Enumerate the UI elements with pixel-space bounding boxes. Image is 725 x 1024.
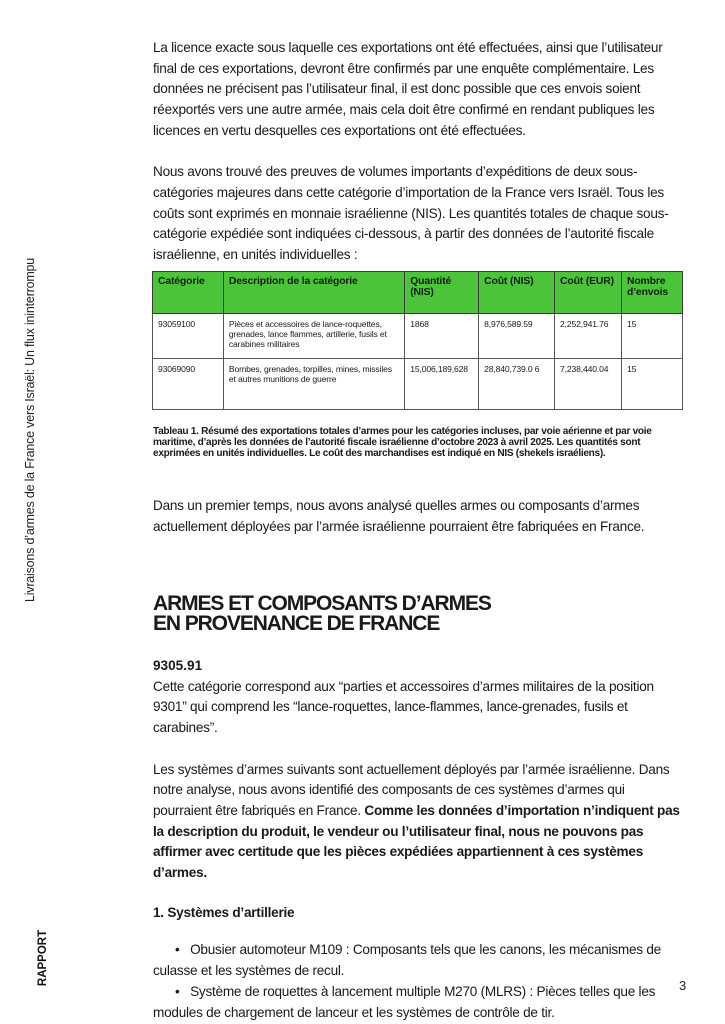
header-quantity: Quantité (NIS) — [405, 272, 479, 314]
table-row — [153, 359, 683, 410]
cell-shipments: 15 — [622, 314, 683, 359]
exports-table — [152, 271, 683, 410]
category-code: 9305.91 — [153, 658, 203, 673]
section-heading-line2: EN PROVENANCE DE FRANCE — [153, 612, 440, 635]
paragraph-license: La licence exacte sous laquelle ces exportations ont été effectuées, ainsi que l’utilisateur final de ces exportations, devront être confirmés par une enquête complémentaire. Les données ne précisent pas l’utilisateur final, il est donc possible que ces envois soient réexportés vers une autre armée, mais cela doit être confirmé en rendant publiques les licences en vertu desquelles ces exportations ont été effectuées. — [153, 40, 663, 138]
cell-cost-nis: 8,976,589.59 — [479, 314, 555, 359]
header-shipments: Nombre d’envois — [622, 272, 683, 314]
report-label: RAPPORT — [37, 929, 49, 987]
section-body — [153, 656, 685, 1023]
paragraph-analysis: Dans un premier temps, nous avons analysé quelles armes ou composants d’armes actuellement déployées par l’armée israélienne pourraient être fabriquées en France. — [153, 498, 645, 534]
cell-quantity: 15,006,189,628 — [405, 359, 479, 410]
cell-description: Bombes, grenades, torpilles, mines, missiles et autres munitions de guerre — [223, 359, 404, 410]
list-item-text: Obusier automoteur M109 : Composants tels que les canons, les mécanismes de culasse et les systèmes de recul. — [153, 942, 661, 979]
intro-text — [153, 38, 685, 266]
cell-description: Pièces et accessoires de lance-roquettes, grenades, lance flammes, artillerie, fusils et carabines militaires — [223, 314, 404, 359]
header-description: Description de la catégorie — [223, 272, 404, 314]
page-number: 3 — [679, 978, 687, 993]
systems-disclaimer: Comme les données d’importation n’indiquent pas la description du produit, le vendeur ou l’utilisateur final, nous ne pouvons pas affirmer avec certitude que les pièces expédiées appartiennent à ces systèmes d’armes. — [153, 802, 680, 881]
paragraph-systems — [153, 760, 685, 884]
cell-cost-eur: 7,238,440.04 — [555, 359, 622, 410]
cell-quantity: 1868 — [405, 314, 479, 359]
header-cost-eur: Coût (EUR) — [555, 272, 622, 314]
bullet-icon: • — [175, 942, 180, 958]
section-heading-line1: ARMES ET COMPOSANTS D’ARMES — [153, 592, 491, 615]
systems-list — [153, 940, 685, 1023]
header-category: Catégorie — [153, 272, 224, 314]
paragraph-category: Cette catégorie correspond aux “parties et accessoires d’armes militaires de la position 9301” qui comprend les “lance-roquettes, lance-flammes, lance-grenades, fusils et carabines”. — [153, 678, 654, 736]
paragraph-evidence: Nous avons trouvé des preuves de volumes importants d’expéditions de deux sous-catégories majeures dans cette catégorie d’importation de la France vers Israël. Tous les coûts sont exprimés en monnaie israélienne (NIS). Les quantités totales de chaque sous-catégorie expédiée sont indiquées ci-dessous, à partir des données de l’autorité fiscale israélienne, en unités individuelles : — [153, 164, 669, 263]
cell-cost-nis: 28,840,739.0 6 — [479, 359, 555, 410]
analysis-text — [153, 496, 685, 537]
table-row — [153, 314, 683, 359]
systems-text: Les systèmes d’armes suivants sont actuellement déployés par l’armée israélienne. Dans notre analyse, nous avons identifié des composants de ces systèmes d’armes qui pourraient être fabriqués en France. — [153, 761, 670, 818]
list-item — [153, 940, 685, 981]
cell-shipments: 15 — [622, 359, 683, 410]
cell-category: 93069090 — [153, 359, 224, 410]
table-header-row — [153, 272, 683, 314]
section-heading — [153, 594, 683, 634]
list-item-text: Système de roquettes à lancement multiple M270 (MLRS) : Pièces telles que les modules de chargement de lanceur et les systèmes de contrôle de tir. — [153, 983, 656, 1020]
list-item — [153, 982, 685, 1023]
bullet-icon: • — [175, 983, 180, 999]
subheading-artillery: 1. Systèmes d’artillerie — [153, 904, 295, 920]
cell-cost-eur: 2,252,941.76 — [555, 314, 622, 359]
table-caption: Tableau 1. Résumé des exportations totales d’armes pour les catégories incluses, par voie aérienne et par voie maritime, d’après les données de l’autorité fiscale israélienne d’octobre 2023 à avril 2025. Les quantités sont exprimées en unités individuelles. Le coût des marchandises est indiqué en NIS (shekels israéliens). — [153, 426, 652, 460]
header-cost-nis: Coût (NIS) — [479, 272, 555, 314]
running-title: Livraisons d’armes de la France vers Israël: Un flux ininterrompu — [23, 257, 37, 603]
cell-category: 93059100 — [153, 314, 224, 359]
